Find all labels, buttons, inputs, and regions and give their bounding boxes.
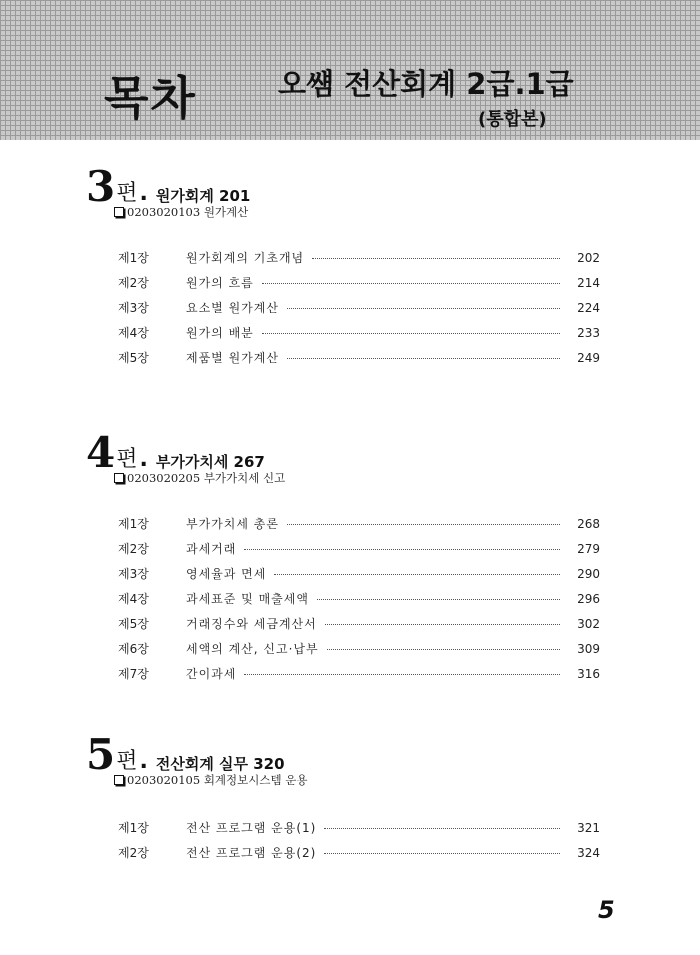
ncs-code-text: 0203020105 회계정보시스템 운용 — [127, 773, 308, 787]
part-heading — [86, 428, 265, 477]
ncs-code — [114, 204, 248, 220]
toc-title: 목차 — [104, 71, 197, 125]
chapter-number: 제3장 — [118, 567, 149, 581]
chapter-page: 268 — [577, 516, 600, 531]
dot-leader — [274, 574, 560, 575]
chapter-row[interactable] — [118, 815, 600, 840]
dot-leader — [324, 853, 560, 854]
part-title: 부가가치세 267 — [155, 453, 265, 471]
chapter-name: 세액의 계산, 신고·납부 — [186, 642, 319, 656]
chapter-row[interactable] — [118, 586, 600, 611]
chapter-page: 214 — [577, 275, 600, 290]
part-dot: . — [139, 749, 148, 774]
dot-leader — [287, 358, 560, 359]
part-heading — [86, 162, 251, 211]
chapter-page: 302 — [577, 616, 600, 631]
dot-leader — [327, 649, 560, 650]
chapter-page: 309 — [577, 641, 600, 656]
chapter-name: 부가가치세 총론 — [186, 517, 279, 531]
dot-leader — [312, 258, 560, 259]
chapter-number: 제1장 — [118, 821, 149, 835]
chapter-name: 거래징수와 세금계산서 — [186, 617, 317, 631]
chapter-name: 원가의 흐름 — [186, 276, 254, 290]
chapter-row[interactable] — [118, 320, 600, 345]
part-pyeon: 편 — [116, 447, 138, 472]
chapter-name: 과세거래 — [186, 542, 237, 556]
part-pyeon: 편 — [116, 749, 138, 774]
chapter-name: 요소별 원가계산 — [186, 301, 279, 315]
dot-leader — [244, 674, 560, 675]
part-number: 3 — [86, 162, 116, 211]
checkbox-icon — [114, 775, 124, 785]
chapter-name: 원가의 배분 — [186, 326, 254, 340]
chapter-page: 296 — [577, 591, 600, 606]
chapter-row[interactable] — [118, 295, 600, 320]
dot-leader — [287, 524, 560, 525]
part-heading — [86, 730, 285, 779]
dot-leader — [325, 624, 560, 625]
chapter-number: 제2장 — [118, 846, 149, 860]
checkbox-icon — [114, 207, 124, 217]
chapter-page: 316 — [577, 666, 600, 681]
book-subtitle: (통합본) — [478, 109, 547, 130]
chapter-row[interactable] — [118, 245, 600, 270]
chapter-number: 제7장 — [118, 667, 149, 681]
chapter-name: 과세표준 및 매출세액 — [186, 592, 309, 606]
chapter-name: 간이과세 — [186, 667, 237, 681]
chapter-name: 제품별 원가계산 — [186, 351, 279, 365]
chapter-list-part-5 — [118, 815, 600, 865]
chapter-list-part-4 — [118, 511, 600, 686]
chapter-row[interactable] — [118, 840, 600, 865]
chapter-page: 279 — [577, 541, 600, 556]
header-banner — [0, 0, 700, 140]
book-title: 오썜 전산회계 2급.1급 — [278, 67, 574, 101]
dot-leader — [244, 549, 560, 550]
part-title: 전산회계 실무 320 — [155, 755, 285, 773]
dot-leader — [324, 828, 560, 829]
ncs-code — [114, 772, 307, 788]
part-title: 원가회계 201 — [155, 187, 251, 205]
chapter-page: 321 — [577, 820, 600, 835]
chapter-row[interactable] — [118, 511, 600, 536]
chapter-name: 전산 프로그램 운용(1) — [186, 821, 317, 835]
chapter-number: 제1장 — [118, 517, 149, 531]
chapter-row[interactable] — [118, 561, 600, 586]
chapter-number: 제1장 — [118, 251, 149, 265]
page-number: 5 — [598, 896, 615, 924]
chapter-page: 224 — [577, 300, 600, 315]
chapter-row[interactable] — [118, 636, 600, 661]
chapter-name: 영세율과 면세 — [186, 567, 267, 581]
chapter-number: 제5장 — [118, 617, 149, 631]
dot-leader — [262, 333, 560, 334]
chapter-number: 제4장 — [118, 326, 149, 340]
chapter-row[interactable] — [118, 536, 600, 561]
chapter-row[interactable] — [118, 270, 600, 295]
ncs-code — [114, 470, 285, 486]
chapter-name: 원가회계의 기초개념 — [186, 251, 305, 265]
part-number: 4 — [86, 428, 116, 477]
chapter-page: 290 — [577, 566, 600, 581]
dot-leader — [287, 308, 560, 309]
chapter-name: 전산 프로그램 운용(2) — [186, 846, 317, 860]
chapter-page: 324 — [577, 845, 600, 860]
chapter-number: 제4장 — [118, 592, 149, 606]
chapter-row[interactable] — [118, 345, 600, 370]
chapter-page: 233 — [577, 325, 600, 340]
ncs-code-text: 0203020103 원가계산 — [127, 205, 249, 219]
chapter-row[interactable] — [118, 661, 600, 686]
chapter-number: 제6장 — [118, 642, 149, 656]
chapter-page: 249 — [577, 350, 600, 365]
ncs-code-text: 0203020205 부가가치세 신고 — [127, 471, 286, 485]
dot-leader — [262, 283, 560, 284]
part-dot: . — [139, 447, 148, 472]
chapter-number: 제5장 — [118, 351, 149, 365]
chapter-number: 제3장 — [118, 301, 149, 315]
part-number: 5 — [86, 730, 116, 779]
dot-leader — [317, 599, 560, 600]
chapter-list-part-3 — [118, 245, 600, 370]
part-dot: . — [139, 181, 148, 206]
part-pyeon: 편 — [116, 181, 138, 206]
chapter-page: 202 — [577, 250, 600, 265]
chapter-row[interactable] — [118, 611, 600, 636]
chapter-number: 제2장 — [118, 542, 149, 556]
checkbox-icon — [114, 473, 124, 483]
chapter-number: 제2장 — [118, 276, 149, 290]
